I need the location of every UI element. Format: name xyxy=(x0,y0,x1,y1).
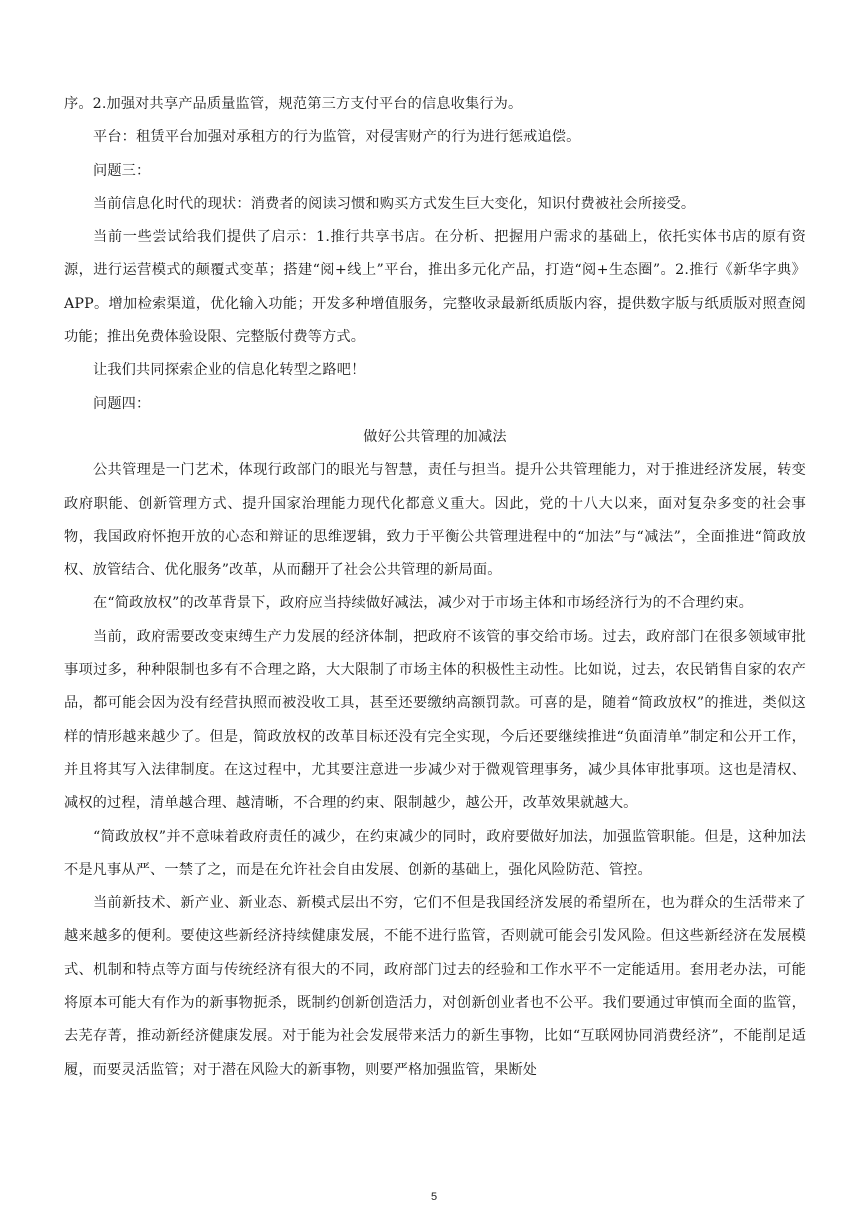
page-number: 5 xyxy=(430,1191,438,1203)
paragraph: “简政放权”并不意味着政府责任的减少，在约束减少的同时，政府要做好加法，加强监管职能。但是，这种加法不是凡事从严、一禁了之，而是在允许社会自由发展、创新的基础上，强化风险防范、管控。 xyxy=(64,828,806,878)
paragraph: 当前信息化时代的现状：消费者的阅读习惯和购买方式发生巨大变化，知识付费被社会所接受。 xyxy=(93,195,696,212)
essay-title: 做好公共管理的加减法 xyxy=(363,428,507,445)
paragraph: 当前，政府需要改变束缚生产力发展的经济体制，把政府不该管的事交给市场。过去，政府部门在很多领域审批事项过多，种种限制也多有不合理之路，大大限制了市场主体的积极性主动性。比如说，过去，农民销售自家的农产品，都可能会因为没有经营执照而被没收工具，甚至还要缴纳高额罚款。可喜的是，随着“简政放权”的推进，类似这样的情形越来越少了。但是，简政放权的改革目标还没有完全实现，今后还要继续推进“负面清单”制定和公开工作，并且将其写入法律制度。在这过程中，尤其要注意进一步减少对于微观管理事务，减少具体审批事项。这也是清权、减权的过程，清单越合理、越清晰，不合理的约束、限制越少，越公开，改革效果就越大。 xyxy=(64,628,806,812)
paragraph: 公共管理是一门艺术，体现行政部门的眼光与智慧，责任与担当。提升公共管理能力，对于推进经济发展，转变政府职能、创新管理方式、提升国家治理能力现代化都意义重大。因此，党的十八大以来，面对复杂多变的社会事物，我国政府怀抱开放的心态和辩证的思维逻辑，致力于平衡公共管理进程中的“加法”与“减法”，全面推进“简政放权、放管结合、优化服务”改革，从而翻开了社会公共管理的新局面。 xyxy=(64,462,806,579)
section-label: 问题四： xyxy=(93,395,151,412)
paragraph: 平台：租赁平台加强对承租方的行为监管，对侵害财产的行为进行惩戒追偿。 xyxy=(93,129,581,146)
paragraph: 当前一些尝试给我们提供了启示：1.推行共享书店。在分析、把握用户需求的基础上，依托实体书店的原有资源，进行运营模式的颠覆式变革；搭建“阅+线上”平台，推出多元化产品，打造“阅+生态圈”。2.推行《新华字典》APP。增加检索渠道，优化输入功能；开发多种增值服务，完整收录最新纸质版内容，提供数字版与纸质版对照查阅功能；推出免费体验设限、完整版付费等方式。 xyxy=(64,229,806,346)
paragraph: 在“简政放权”的改革背景下，政府应当持续做好减法，减少对于市场主体和市场经济行为的不合理约束。 xyxy=(93,595,753,612)
paragraph: 当前新技术、新产业、新业态、新模式层出不穷，它们不但是我国经济发展的希望所在，也为群众的生活带来了越来越多的便利。要使这些新经济持续健康发展，不能不进行监管，否则就可能会引发风险。但这些新经济在发展模式、机制和特点等方面与传统经济有很大的不同，政府部门过去的经验和工作水平不一定能适用。套用老办法，可能将原本可能大有作为的新事物扼杀，既制约创新创造活力，对创新创业者也不公平。我们要通过审慎而全面的监管，去芜存菁，推动新经济健康发展。对于能为社会发展带来活力的新生事物，比如“互联网协同消费经济”，不能削足适履，而要灵活监管；对于潜在风险大的新事物，则要严格加强监管，果断处 xyxy=(64,895,806,1078)
document-body xyxy=(64,88,806,1087)
paragraph: 让我们共同探索企业的信息化转型之路吧！ xyxy=(93,362,366,379)
section-label: 问题三： xyxy=(93,162,151,179)
paragraph: 序。2.加强对共享产品质量监管，规范第三方支付平台的信息收集行为。 xyxy=(64,96,523,112)
